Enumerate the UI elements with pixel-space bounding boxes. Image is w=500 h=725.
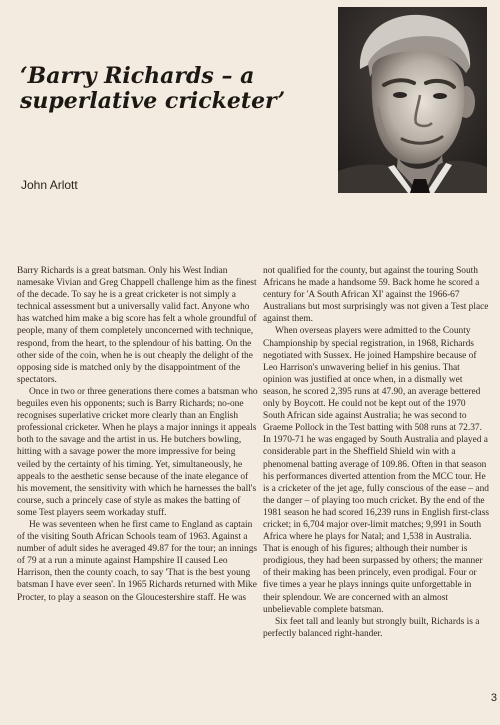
paragraph-continued: not qualified for the county, but against the touring South Africans he made a handsome 59. Back home he scored a century for 'A South African XI' against the 1966-67 Australians but most surprisingly was not given a Test place against them. [263,266,489,325]
portrait-illustration [338,7,487,193]
article-title: ‘Barry Richards – a superlative cricketer’ [20,63,286,114]
paragraph: Six feet tall and leanly but strongly built, Richards is a perfectly balanced right-hander. [263,616,480,639]
author-byline: John Arlott [21,178,78,192]
article-column-right [263,265,489,640]
paragraph: Once in two or three generations there comes a batsman who beguiles even his opponents; such is Barry Richards; no-one recognises superlative cricket more clearly than an English professional cricketer. When he plays a major innings it appeals both to the savage and the artist in us. He butchers bowling, hitting with a savage power the more impressive for being veiled by the certainty of his timing. Yet, simultaneously, he appeals to the aesthetic sense because of the inate elegance of his movement, the sensitivity with which he harnesses the ball's course, such a princely case of style as makes the batting of some Test players seem workaday stuff. [17,386,258,518]
page-number: 3 [490,692,497,704]
paragraph: When overseas players were admitted to the County Championship by special registration, in 1968, Richards negotiated with Sussex. He joined Hampshire because of Leo Harrison's unwavering belief in his genius. That opinion was justified at once when, in a dismally wet season, he scored 2,395 runs at 47.90, an average bettered only by Boycott. He could not be kept out of the 1970 South African side against Australia; he was second to Graeme Pollock in the Test batting with 508 runs at 72.37. In 1970-71 he was engaged by South Australia and played a considerable part in the Sheffield Shield win with a phenomenal batting average of 109.86. Often in that season his performances diverted attention from the MCC tour. He is a cricketer of the jet age, fully conscious of the ease – and the danger – of playing too much cricket. By the end of the 1981 season he had scored 16,239 runs in English first-class cricket; in 6,704 major over-limit matches; 9,991 in South Africa where he plays for Natal; and 1,538 in Australia. That is enough of his figures; although their number is prodigious, they had been surpassed by others; the manner of their making has been princely, even prodigal. Four or five times a year he plays innings quite unforgettable in their splendour. We are concerned with an almost unbelievable complete batsman. [263,326,490,615]
paragraph: He was seventeen when he first came to England as captain of the visiting South African Schools team of 1963. Against a number of adult sides he averaged 49.87 for the tour; an innings of 79 at a run a minute against Hampshire II caused Leo Harrison, then the county coach, to say 'That is the best young batsman I have ever seen'. In 1965 Richards returned with Mike Procter, to play a season on the Gloucestershire staff. He was [17,519,258,603]
article-column-left [17,265,260,604]
portrait-photo [338,7,487,193]
paragraph: Barry Richards is a great batsman. Only his West Indian namesake Vivian and Greg Chappell challenge him as the finest of the decade. To say he is a great cricketer is not simply a technical assessment but a universally valid fact. Anyone who has watched him make a big score has felt a whole groundful of people, many of them completely unconcerned with technique, respond, from the heart, to the splendour of his batting. On the other side of the coin, when he is out cheaply the delight of the opposing side is matched only by the disappointment of the spectators. [17,266,257,385]
